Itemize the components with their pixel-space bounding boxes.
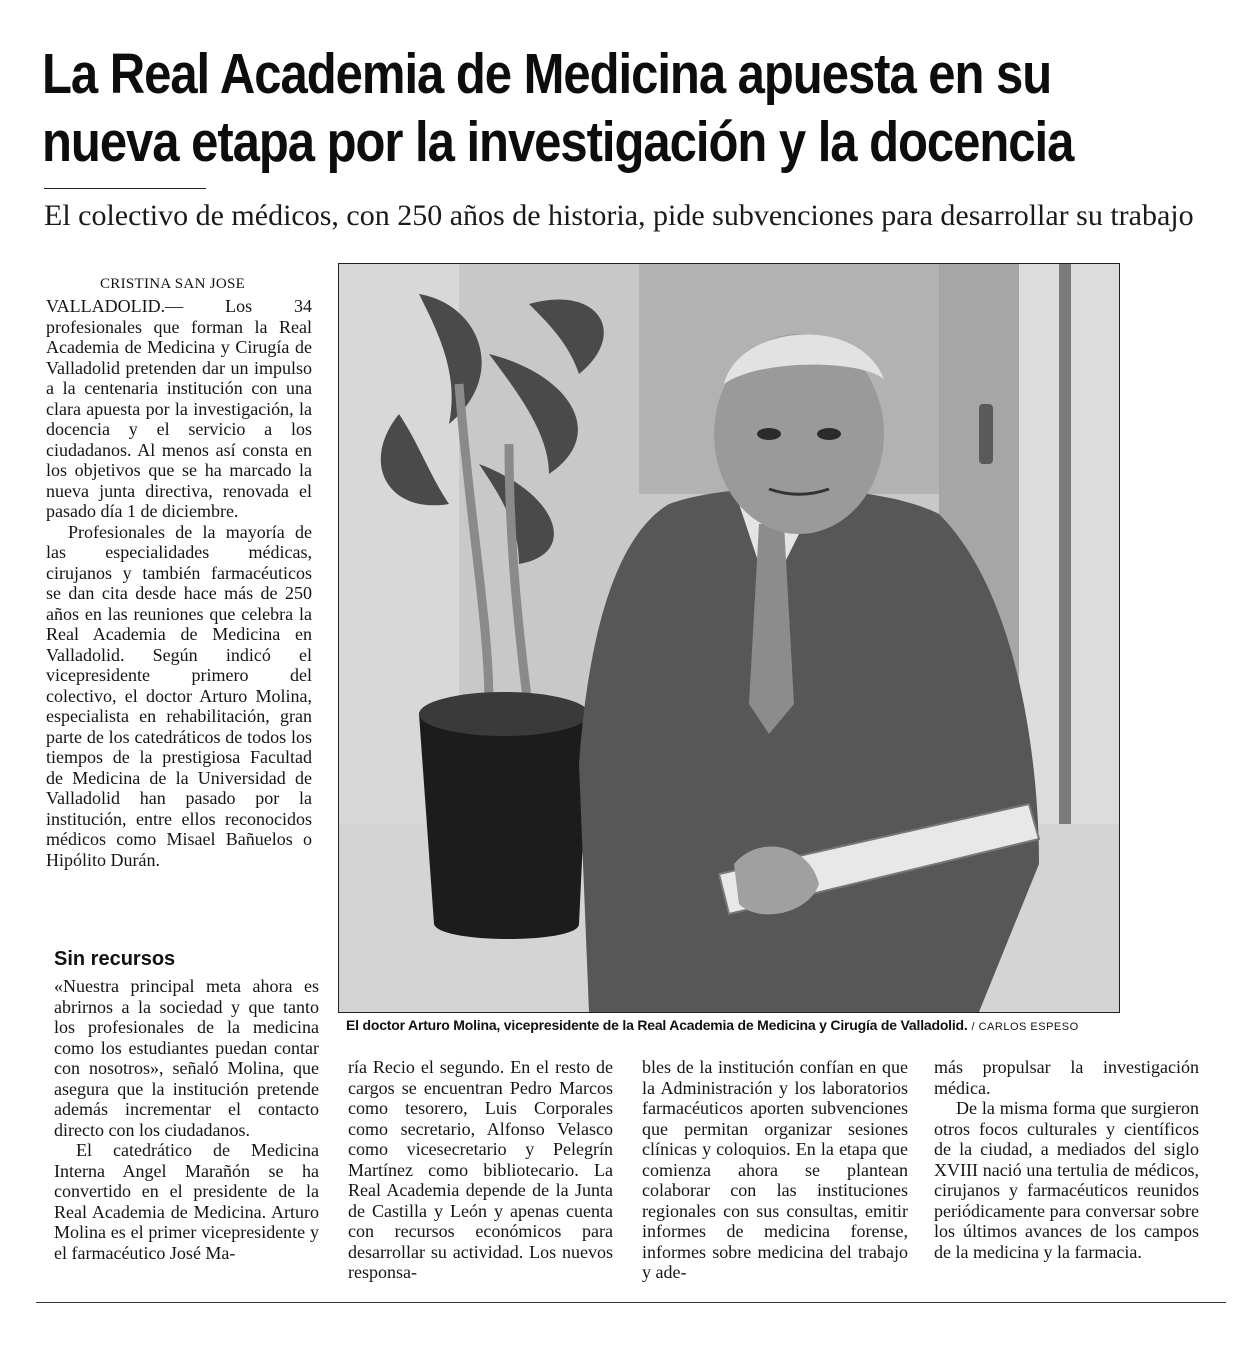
column-1: [46, 296, 312, 870]
headline: [42, 40, 1074, 176]
paragraph: más propulsar la investigación médica.: [934, 1057, 1199, 1098]
column-3: [642, 1057, 908, 1283]
paragraph: De la misma forma que surgieron otros focos culturales y científicos de la ciudad, a mediados del siglo XVIII nació una tertulia de médicos, cirujanos y farmacéuticos reunidos periódicamente para conversar sobre los últimos avances de los campos de la medicina y la farmacia.: [934, 1098, 1199, 1262]
column-2: [348, 1057, 613, 1283]
paragraph: VALLADOLID.— Los 34 profesionales que forman la Real Academia de Medicina y Cirugía de Valladolid pretenden dar un impulso a la centenaria institución con una clara apuesta por la investigación, la docencia y el servicio a los ciudadanos. Al menos así consta en los objetivos que se ha marcado la nueva junta directiva, renovada el pasado día 1 de diciembre.: [46, 296, 312, 521]
article-photo: [338, 263, 1120, 1013]
caption-text: El doctor Arturo Molina, vicepresidente de la Real Academia de Medicina y Cirugía de Valladolid.: [346, 1017, 968, 1033]
headline-line-1: La Real Academia de Medicina apuesta en su: [42, 42, 1052, 106]
paragraph: ría Recio el segundo. En el resto de cargos se encuentran Pedro Marcos como tesorero, Luis Corporales como secretario, Alfonso Velasco como vicesecretario y Pelegrín Martínez como bibliotecario. La Real Academia depende de la Junta de Castilla y León y apenas cuenta con recursos económicos para desarrollar su actividad. Los nuevos responsa-: [348, 1057, 613, 1282]
paragraph: El catedrático de Medicina Interna Angel Marañón se ha convertido en el presidente de la Real Academia de Medicina. Arturo Molina es el primer vicepresidente y el farmacéutico José Ma-: [54, 1140, 319, 1263]
paragraph: Profesionales de la mayoría de las especialidades médicas, cirujanos y también farmacéuticos se dan cita desde hace más de 250 años en las reuniones que celebra la Real Academia de Medicina en Valladolid. Según indicó el vicepresidente primero del colectivo, el doctor Arturo Molina, especialista en rehabilitación, gran parte de los catedráticos de todos los tiempos de la prestigiosa Facultad de Medicina de la Universidad de Valladolid han pasado por la institución, entre ellos reconocidos médicos como Misael Bañuelos o Hipólito Durán.: [46, 521, 312, 870]
photo-credit: / CARLOS ESPESO: [971, 1021, 1079, 1033]
byline: CRISTINA SAN JOSE: [100, 276, 246, 292]
column-4: [934, 1057, 1199, 1262]
subtitle: El colectivo de médicos, con 250 años de historia, pide subvenciones para desarrollar su trabajo: [44, 199, 1194, 232]
paragraph: «Nuestra principal meta ahora es abrirnos a la sociedad y que tanto los profesionales de la medicina como los estudiantes puedan contar con nosotros», señaló Molina, que asegura que la institución pretende además incrementar el contacto directo con los ciudadanos.: [54, 976, 319, 1140]
column-1b: [54, 976, 319, 1263]
section-heading: Sin recursos: [54, 948, 176, 970]
photo-caption: [346, 1017, 1079, 1033]
photo-illustration: [339, 264, 1119, 1012]
top-rule: [44, 188, 206, 189]
bottom-rule: [36, 1302, 1226, 1303]
paragraph: bles de la institución confían en que la Administración y los laboratorios farmacéuticos aporten subvenciones que permitan organizar sesiones clínicas y coloquios. En la etapa que comienza ahora se plantean colaborar con las instituciones regionales con sus consultas, emitir informes de medicina forense, informes sobre medicina del trabajo y ade-: [642, 1057, 908, 1282]
headline-line-2: nueva etapa por la investigación y la docencia: [42, 110, 1074, 174]
